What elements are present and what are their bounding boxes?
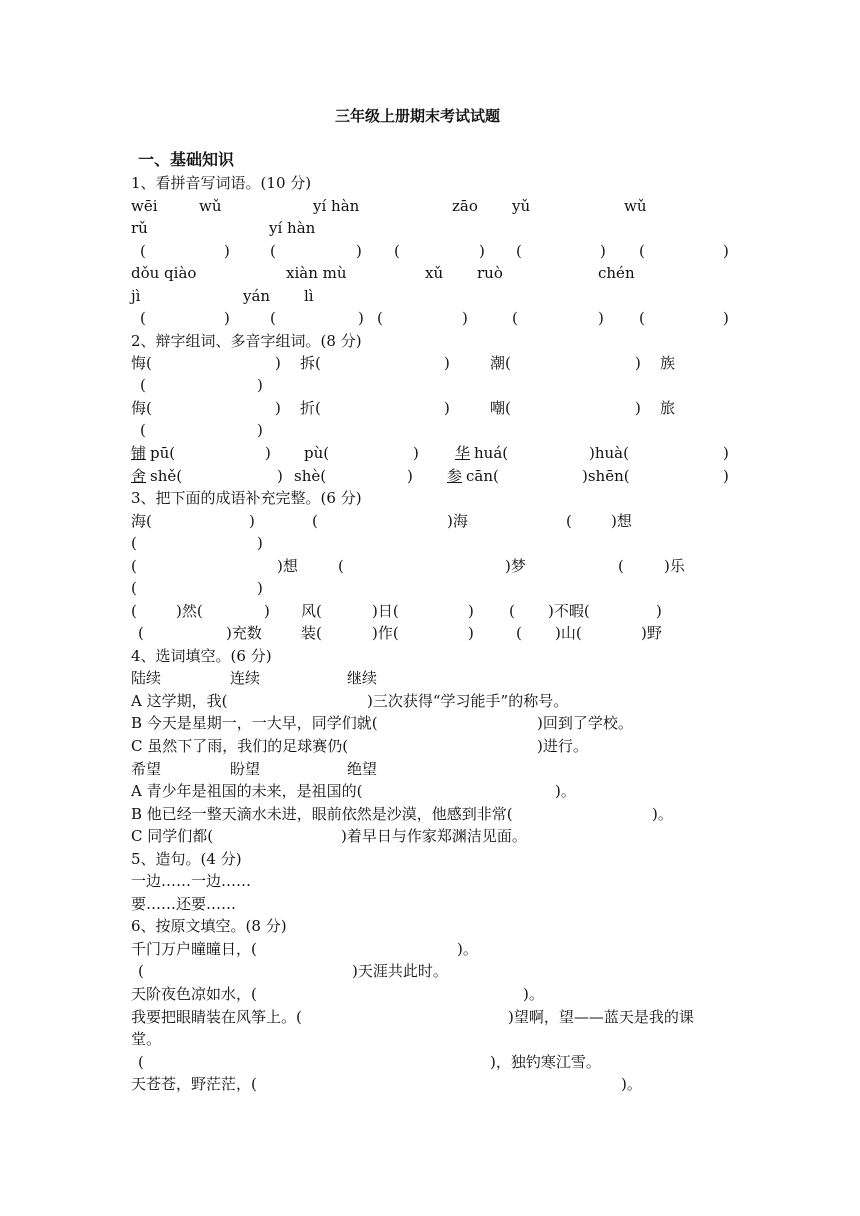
word-choice: 继续 [347, 669, 378, 687]
pinyin: zāo [452, 197, 478, 215]
pinyin: wǔ [199, 197, 222, 215]
answer-paren-close: ) [598, 309, 604, 327]
idiom-part: )梦 [505, 557, 526, 575]
poly-char: 华 [455, 444, 471, 462]
answer-paren-close: ) [257, 376, 263, 394]
idiom-part: )作( [372, 624, 399, 642]
answer-paren-close: ) [723, 467, 729, 485]
answer-paren-close: ) [257, 421, 263, 439]
answer-paren-close: ) [356, 242, 362, 260]
answer-paren-close: ) [600, 242, 606, 260]
poem-line: )天涯共此时。 [352, 962, 448, 980]
idiom-part: ) [656, 602, 662, 620]
answer-paren-close: ) [462, 309, 468, 327]
answer-paren-open: ( [140, 242, 146, 260]
poly-char: 铺 [131, 444, 147, 462]
answer-paren-close: ) [257, 534, 263, 552]
answer-paren-close: ) [265, 444, 271, 462]
poem-line: )。 [457, 940, 478, 958]
sentence: )着早日与作家郑渊洁见面。 [341, 827, 527, 845]
answer-paren-close: ) [723, 444, 729, 462]
pinyin: wēi [131, 197, 158, 215]
sentence-pattern: 要……还要…… [131, 895, 237, 913]
answer-paren-open: ( [639, 242, 645, 260]
poem-line: )望啊，望——蓝天是我的课 [508, 1008, 694, 1026]
idiom-part: ( [312, 512, 318, 530]
sentence: )。 [652, 805, 673, 823]
sentence: C 同学们都( [131, 827, 214, 845]
poly-reading: cān( [466, 467, 499, 485]
answer-paren-close: ) [723, 242, 729, 260]
idiom-part: )日( [372, 602, 399, 620]
idiom-part: 风( [301, 602, 322, 620]
pinyin: rǔ [131, 219, 148, 237]
answer-paren-open: ( [131, 557, 137, 575]
section-heading: 一、基础知识 [138, 150, 235, 169]
idiom-part: )想 [611, 512, 632, 530]
char-item: 族 [660, 354, 676, 372]
q5-heading: 5、造句。(4 分) [131, 850, 242, 868]
char-item: 折( [300, 399, 321, 417]
char-item: ) [275, 399, 281, 417]
answer-paren-close: ) [224, 242, 230, 260]
q1-heading: 1、看拼音写词语。(10 分) [131, 174, 312, 192]
answer-paren-close: ) [723, 309, 729, 327]
pinyin: jì [131, 287, 141, 305]
char-item: ) [275, 354, 281, 372]
answer-paren-open: ( [512, 309, 518, 327]
word-choice: 希望 [131, 760, 162, 778]
poly-reading: shě( [150, 467, 183, 485]
pinyin: yí hàn [313, 197, 360, 215]
answer-paren-open: ( [639, 309, 645, 327]
idiom-part: )然( [176, 602, 203, 620]
q6-heading: 6、按原文填空。(8 分) [131, 917, 287, 935]
poem-line: 天苍苍，野茫茫，( [131, 1075, 257, 1093]
pinyin: yí hàn [269, 219, 316, 237]
idiom-part: ( [516, 624, 522, 642]
idiom-part: ) [249, 512, 255, 530]
pinyin: lì [304, 287, 314, 305]
poem-line: 堂。 [131, 1030, 162, 1048]
idiom-part: )野 [641, 624, 662, 642]
idiom-part: ( [618, 557, 624, 575]
char-item: 侮( [131, 399, 152, 417]
idiom-part: ( [509, 602, 515, 620]
sentence: B 今天是星期一，一大早，同学们就( [131, 714, 378, 732]
pinyin: yǔ [512, 197, 531, 215]
answer-paren-close: ) [413, 444, 419, 462]
word-choice: 盼望 [230, 760, 261, 778]
pinyin: wǔ [624, 197, 647, 215]
sentence: )三次获得“学习能手”的称号。 [367, 692, 569, 710]
idiom-part: )充数 [226, 624, 262, 642]
char-item: 悔( [131, 354, 152, 372]
answer-paren-open: ( [270, 309, 276, 327]
answer-paren-open: ( [140, 421, 146, 439]
answer-paren-close: ) [358, 309, 364, 327]
sentence: C 虽然下了雨，我们的足球赛仍( [131, 737, 349, 755]
idiom-part: ( [566, 512, 572, 530]
pinyin: xiàn mù [286, 264, 347, 282]
page-title: 三年级上册期末考试试题 [335, 107, 501, 125]
word-choice: 绝望 [347, 760, 378, 778]
idiom-part: ) [468, 624, 474, 642]
word-choice: 连续 [230, 669, 261, 687]
poly-char: 参 [447, 467, 463, 485]
answer-paren-open: ( [394, 242, 400, 260]
idiom-part: ( [338, 557, 344, 575]
answer-paren-open: ( [270, 242, 276, 260]
q2-heading: 2、辩字组词、多音字组词。(8 分) [131, 332, 362, 350]
char-item: ) [635, 354, 641, 372]
answer-paren-close: ) [479, 242, 485, 260]
answer-paren-close: ) [277, 467, 283, 485]
sentence: )进行。 [537, 737, 588, 755]
poem-line: 我要把眼睛装在风筝上。( [131, 1008, 302, 1026]
char-item: 旅 [660, 399, 676, 417]
char-item: ) [635, 399, 641, 417]
idiom-part: )乐 [664, 557, 685, 575]
sentence: )。 [555, 782, 576, 800]
idiom-part: ( [138, 624, 144, 642]
poem-line: 千门万户曈曈日，( [131, 940, 257, 958]
pinyin: chén [598, 264, 635, 282]
char-item: 嘲( [490, 399, 511, 417]
sentence: B 他已经一整天滴水未进，眼前依然是沙漠，他感到非常( [131, 805, 513, 823]
answer-paren-close: ) [224, 309, 230, 327]
pinyin: ruò [477, 264, 503, 282]
poem-line: )。 [621, 1075, 642, 1093]
idiom-part: ) [264, 602, 270, 620]
pinyin: yán [243, 287, 271, 305]
pinyin: xǔ [425, 264, 444, 282]
idiom-part: ) [468, 602, 474, 620]
answer-paren-close: ) [407, 467, 413, 485]
poly-reading: )huà( [589, 444, 629, 462]
poem-line: ( [138, 1053, 144, 1071]
poly-reading: pū( [150, 444, 176, 462]
poly-char: 舍 [131, 467, 147, 485]
char-item: ) [444, 399, 450, 417]
poly-reading: shè( [294, 467, 327, 485]
answer-paren-open: ( [140, 376, 146, 394]
poem-line: 天阶夜色凉如水，( [131, 985, 257, 1003]
answer-paren-open: ( [131, 579, 137, 597]
pinyin: dǒu qiào [131, 264, 197, 282]
answer-paren-open: ( [377, 309, 383, 327]
idiom-part: )不暇( [548, 602, 590, 620]
answer-paren-open: ( [131, 534, 137, 552]
sentence: )回到了学校。 [537, 714, 633, 732]
answer-paren-open: ( [516, 242, 522, 260]
poem-line: )。 [523, 985, 544, 1003]
answer-paren-open: ( [140, 309, 146, 327]
poem-line: )，独钓寒江雪。 [490, 1053, 601, 1071]
char-item: 潮( [490, 354, 511, 372]
idiom-part: 装( [301, 624, 322, 642]
word-choice: 陆续 [131, 669, 162, 687]
idiom-part: 海( [131, 512, 152, 530]
sentence: A 这学期，我( [131, 692, 228, 710]
idiom-part: )海 [447, 512, 468, 530]
idiom-part: )想 [277, 557, 298, 575]
poly-reading: )shēn( [582, 467, 630, 485]
poly-reading: pù( [304, 444, 330, 462]
char-item: 拆( [300, 354, 321, 372]
poly-reading: huá( [474, 444, 509, 462]
idiom-part: ( [131, 602, 137, 620]
char-item: ) [444, 354, 450, 372]
q4-heading: 4、选词填空。(6 分) [131, 647, 272, 665]
idiom-part: )山( [555, 624, 582, 642]
sentence: A 青少年是祖国的未来，是祖国的( [131, 782, 363, 800]
q3-heading: 3、把下面的成语补充完整。(6 分) [131, 489, 362, 507]
sentence-pattern: 一边……一边…… [131, 872, 252, 890]
answer-paren-close: ) [257, 579, 263, 597]
poem-line: ( [138, 962, 144, 980]
